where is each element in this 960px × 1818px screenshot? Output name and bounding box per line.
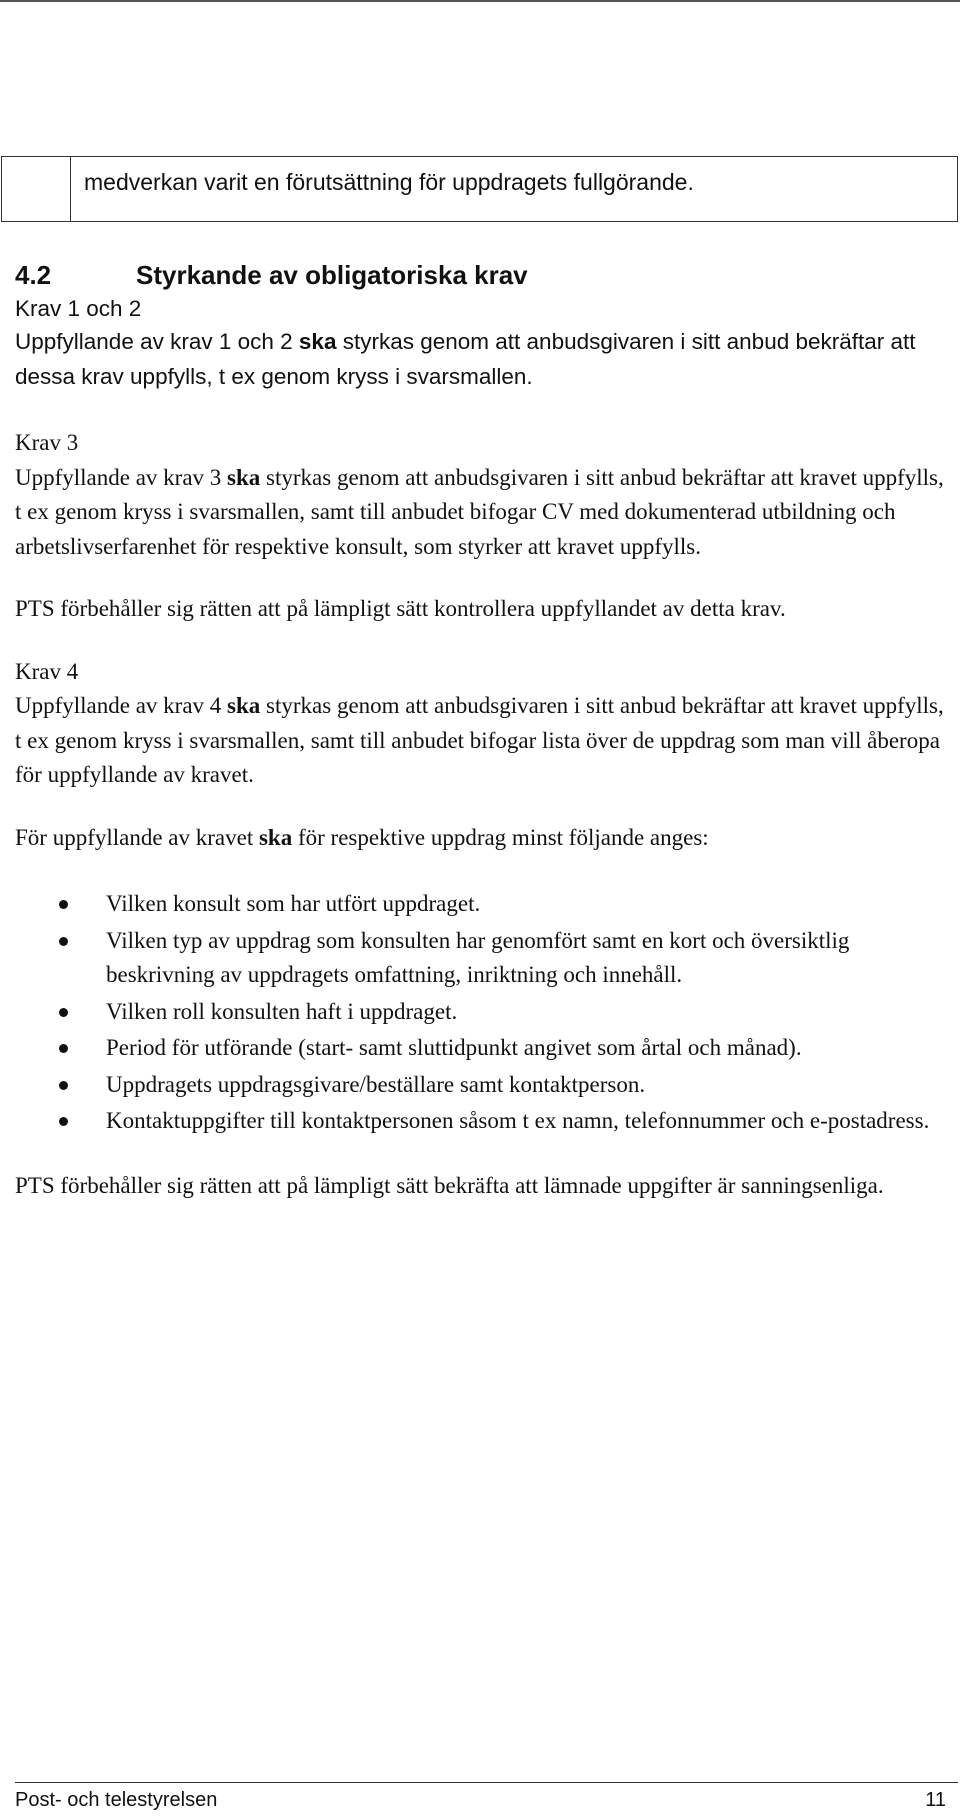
bullet-icon xyxy=(59,1081,68,1090)
krav12-paragraph: Uppfyllande av krav 1 och 2 ska styrkas genom att anbudsgivaren i sitt anbud bekräftar att dessa krav uppfylls, t ex genom kryss i svarsmallen. xyxy=(15,329,916,389)
list-item: Vilken roll konsulten haft i uppdraget. xyxy=(15,995,950,1030)
page-number: 11 xyxy=(925,1789,946,1811)
pts-verify-paragraph: PTS förbehåller sig rätten att på lämpligt sätt bekräfta att lämnade uppgifter är sanningsenliga. xyxy=(15,1172,884,1198)
document-body xyxy=(15,258,950,1203)
krav3-paragraph: Uppfyllande av krav 3 ska styrkas genom att anbudsgivaren i sitt anbud bekräftar att kravet uppfylls, t ex genom kryss i svarsmallen, samt till anbudet bifogar CV med dokumenterad utbildning och arbetslivserfarenhet för respektive konsult, som styrker att kravet uppfylls. xyxy=(15,464,944,559)
section-number: 4.2 xyxy=(15,260,52,290)
bullet-icon xyxy=(59,1008,68,1017)
bullet-icon xyxy=(59,1044,68,1053)
list-item: Kontaktuppgifter till kontaktpersonen såsom t ex namn, telefonnummer och e-postadress. xyxy=(15,1104,950,1139)
list-item: Uppdragets uppdragsgivare/beställare samt kontaktperson. xyxy=(15,1068,950,1103)
table-cell-text: medverkan varit en förutsättning för uppdragets fullgörande. xyxy=(84,169,694,195)
bullet-icon xyxy=(59,900,68,909)
krav3-label: Krav 3 xyxy=(15,430,79,455)
list-item: Vilken konsult som har utfört uppdraget. xyxy=(15,887,950,922)
footer-rule xyxy=(15,1782,958,1783)
requirement-intro: För uppfyllande av kravet ska för respektive uppdrag minst följande anges: xyxy=(15,824,709,850)
list-item: Vilken typ av uppdrag som konsulten har genomfört samt en kort och översiktlig beskrivning av uppdragets omfattning, inriktning och innehåll. xyxy=(15,924,950,993)
krav4-label: Krav 4 xyxy=(15,658,79,684)
pts-control-paragraph: PTS förbehåller sig rätten att på lämpligt sätt kontrollera uppfyllandet av detta krav. xyxy=(15,596,786,621)
bullet-icon xyxy=(59,1117,68,1126)
krav12-label: Krav 1 och 2 xyxy=(15,296,142,321)
top-rule xyxy=(0,0,960,2)
list-item: Period för utförande (start- samt sluttidpunkt angivet som årtal och månad). xyxy=(15,1031,950,1066)
requirement-list xyxy=(15,887,950,1139)
krav4-paragraph: Uppfyllande av krav 4 ska styrkas genom att anbudsgivaren i sitt anbud bekräftar att kravet uppfylls, t ex genom kryss i svarsmallen, samt till anbudet bifogar lista över de uppdrag som man vill åberopa för uppfyllande av kravet. xyxy=(15,693,944,787)
footer-organization: Post- och telestyrelsen xyxy=(15,1789,218,1811)
bullet-icon xyxy=(59,937,68,946)
section-title: Styrkande av obligatoriska krav xyxy=(136,260,528,290)
section-heading xyxy=(15,258,950,292)
table-cell-divider xyxy=(70,157,71,221)
table-row-frame xyxy=(1,156,958,222)
